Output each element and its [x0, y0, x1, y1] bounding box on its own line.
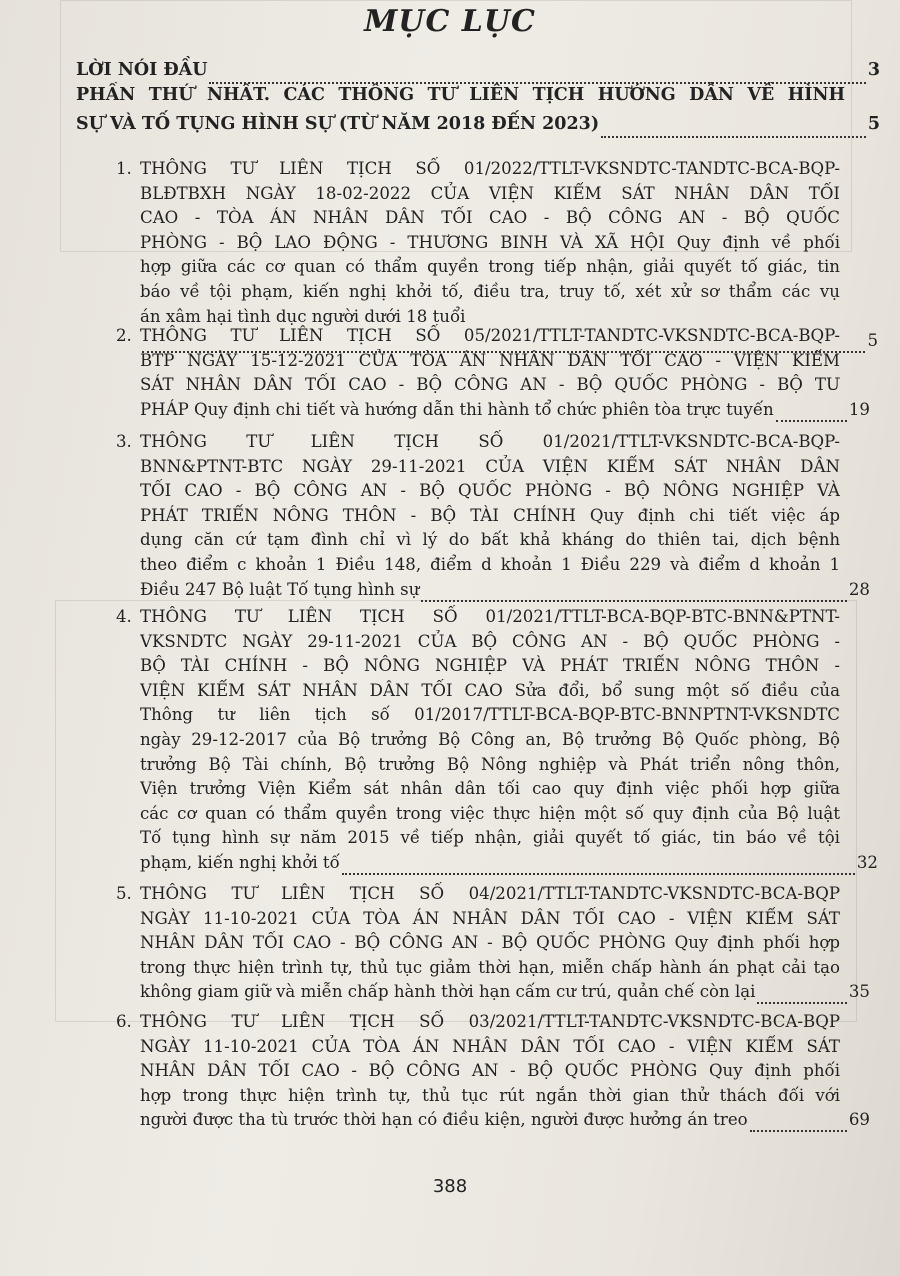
entry-line: hợp giữa các cơ quan có thẩm quyền trong tiếp nhận, giải quyết tố giác, tin [140, 257, 840, 277]
entry-line: Viện trưởng Viện Kiểm sát nhân dân tối cao quy định việc phối hợp giữa [140, 779, 840, 799]
entry-line: NHÂN DÂN TỐI CAO - BỘ CÔNG AN - BỘ QUỐC PHÒNG Quy định phối [140, 1061, 840, 1081]
entry-line: THÔNG TƯ LIÊN TỊCH SỐ 05/2021/TTLT-TANDTC-VKSNDTC-BCA-BQP- [140, 326, 840, 345]
entry-line: NGÀY 11-10-2021 CỦA TÒA ÁN NHÂN DÂN TỐI CAO - VIỆN KIỂM SÁT [140, 908, 840, 928]
entry-line: Thông tư liên tịch số 01/2017/TTLT-BCA-BQP-BTC-BNNPTNT-VKSNDTC [140, 705, 840, 725]
dot-leader [750, 1112, 847, 1132]
entry-number: 3. [116, 432, 132, 451]
entry-line: báo về tội phạm, kiến nghị khởi tố, điều tra, truy tố, xét xử sơ thẩm các vụ [140, 282, 840, 301]
entry-line: BỘ TÀI CHÍNH - BỘ NÔNG NGHIỆP VÀ PHÁT TRIỂN NÔNG THÔN - [140, 656, 840, 676]
entry-last-line-page: 28 [848, 579, 870, 599]
entry-number: 5. [116, 884, 132, 903]
entry-line: PHÁT TRIỂN NÔNG THÔN - BỘ TÀI CHÍNH Quy định chi tiết việc áp [140, 505, 840, 525]
entry-line: VKSNDTC NGÀY 29-11-2021 CỦA BỘ CÔNG AN - BỘ QUỐC PHÒNG - [140, 631, 840, 651]
entry-last-line-page: 69 [848, 1110, 870, 1130]
entry-line: BLĐTBXH NGÀY 18-02-2022 CỦA VIỆN KIỂM SÁT NHÂN DÂN TỐI [140, 183, 840, 203]
entry-line: NHÂN DÂN TỐI CAO - BỘ CÔNG AN - BỘ QUỐC PHÒNG Quy định phối hợp [140, 933, 840, 953]
entry-last-line [140, 398, 870, 422]
entry-last-line-page: 19 [848, 399, 870, 419]
entry-line: TỐI CAO - BỘ CÔNG AN - BỘ QUỐC PHÒNG - BỘ NÔNG NGHIỆP VÀ [140, 481, 840, 501]
entry-number: 2. [116, 326, 132, 345]
entry-number: 1. [116, 159, 132, 178]
preface-entry-page: 3 [867, 60, 880, 80]
entry-line: các cơ quan có thẩm quyền trong việc thực hiện một số quy định của Bộ luật [140, 803, 840, 823]
entry-last-line [140, 1108, 870, 1132]
entry-last-line-text: phạm, kiến nghị khởi tố [140, 853, 340, 872]
dot-leader [757, 984, 846, 1004]
entry-last-line [140, 980, 870, 1004]
entry-line: THÔNG TƯ LIÊN TỊCH SỐ 01/2022/TTLT-VKSNDTC-TANDTC-BCA-BQP- [140, 159, 840, 178]
dot-leader [342, 855, 855, 875]
dot-leader [421, 582, 846, 602]
part1-heading: PHẦN THỨ NHẤT. CÁC THÔNG TƯ LIÊN TỊCH HƯỚNG DẪN VỀ HÌNH [76, 85, 845, 105]
entry-last-line-page: 32 [856, 853, 878, 872]
entry-line: BTP NGÀY 15-12-2021 CỦA TÒA ÁN NHÂN DÂN TỐI CAO - VIỆN KIỂM [140, 350, 840, 370]
entry-line: án xâm hại tình dục người dưới 18 tuổi [140, 306, 466, 326]
preface-entry-text: LỜI NÓI ĐẦU [76, 60, 208, 80]
entry-last-line-text: không giam giữ và miễn chấp hành thời hạn cấm cư trú, quản chế còn lại [140, 982, 756, 1002]
page-title: MỤC LỤC [364, 4, 536, 39]
entry-number: 6. [116, 1012, 132, 1031]
entry-line: THÔNG TƯ LIÊN TỊCH SỐ 04/2021/TTLT-TANDTC-VKSNDTC-BCA-BQP [140, 884, 840, 903]
entry-line: THÔNG TƯ LIÊN TỊCH SỐ 03/2021/TTLT-TANDTC-VKSNDTC-BCA-BQP [140, 1012, 840, 1031]
entry-line: BNN&PTNT-BTC NGÀY 29-11-2021 CỦA VIỆN KIỂM SÁT NHÂN DÂN [140, 456, 840, 476]
preface-entry [76, 57, 880, 84]
entry-line: ngày 29-12-2017 của Bộ trưởng Bộ Công an, Bộ trưởng Bộ Quốc phòng, Bộ [140, 730, 840, 749]
entry-line: dụng căn cứ tạm đình chỉ vì lý do bất khả kháng do thiên tai, dịch bệnh [140, 530, 840, 550]
page-number: 388 [432, 1176, 468, 1197]
part1-entry-text: SỰ VÀ TỐ TỤNG HÌNH SỰ (TỪ NĂM 2018 ĐẾN 2023) [76, 114, 600, 134]
entry-line: trong thực hiện trình tự, thủ tục giảm thời hạn, miễn chấp hành án phạt cải tạo [140, 957, 840, 977]
entry-line: Tố tụng hình sự năm 2015 về tiếp nhận, giải quyết tố giác, tin báo về tội [140, 828, 840, 848]
dot-leader [776, 402, 847, 422]
entry-last-line [140, 578, 870, 602]
entry-line: SÁT NHÂN DÂN TỐI CAO - BỘ CÔNG AN - BỘ QUỐC PHÒNG - BỘ TƯ [140, 375, 840, 395]
entry-page-leader-page: 5 [867, 331, 878, 351]
entry-last-line-text: Điều 247 Bộ luật Tố tụng hình sự [140, 579, 420, 599]
entry-line: theo điểm c khoản 1 Điều 148, điểm d khoản 1 Điều 229 và điểm d khoản 1 [140, 555, 840, 574]
entry-last-line [140, 851, 878, 875]
part1-entry [76, 111, 880, 138]
entry-line: NGÀY 11-10-2021 CỦA TÒA ÁN NHÂN DÂN TỐI CAO - VIỆN KIỂM SÁT [140, 1036, 840, 1056]
entry-line: CAO - TÒA ÁN NHÂN DÂN TỐI CAO - BỘ CÔNG AN - BỘ QUỐC [140, 208, 840, 228]
part1-entry-page: 5 [867, 114, 880, 134]
entry-line: THÔNG TƯ LIÊN TỊCH SỐ 01/2021/TTLT-BCA-BQP-BTC-BNN&PTNT- [140, 607, 840, 626]
entry-line: trưởng Bộ Tài chính, Bộ trưởng Bộ Nông nghiệp và Phát triển nông thôn, [140, 754, 840, 774]
entry-number: 4. [116, 607, 132, 626]
entry-last-line-text: PHÁP Quy định chi tiết và hướng dẫn thi hành tổ chức phiên tòa trực tuyến [140, 399, 774, 419]
entry-last-line-text: người được tha tù trước thời hạn có điều kiện, người được hưởng án treo [140, 1110, 748, 1130]
dot-leader [601, 118, 866, 138]
entry-line: PHÒNG - BỘ LAO ĐỘNG - THƯƠNG BINH VÀ XÃ HỘI Quy định về phối [140, 232, 840, 252]
entry-last-line-page: 35 [848, 982, 870, 1002]
dot-leader [209, 64, 865, 84]
entry-line: hợp trong thực hiện trình tự, thủ tục rút ngắn thời gian thử thách đối với [140, 1085, 840, 1105]
entry-line: VIỆN KIỂM SÁT NHÂN DÂN TỐI CAO Sửa đổi, bổ sung một số điều của [140, 680, 840, 700]
entry-line: THÔNG TƯ LIÊN TỊCH SỐ 01/2021/TTLT-VKSNDTC-BCA-BQP- [140, 432, 840, 451]
